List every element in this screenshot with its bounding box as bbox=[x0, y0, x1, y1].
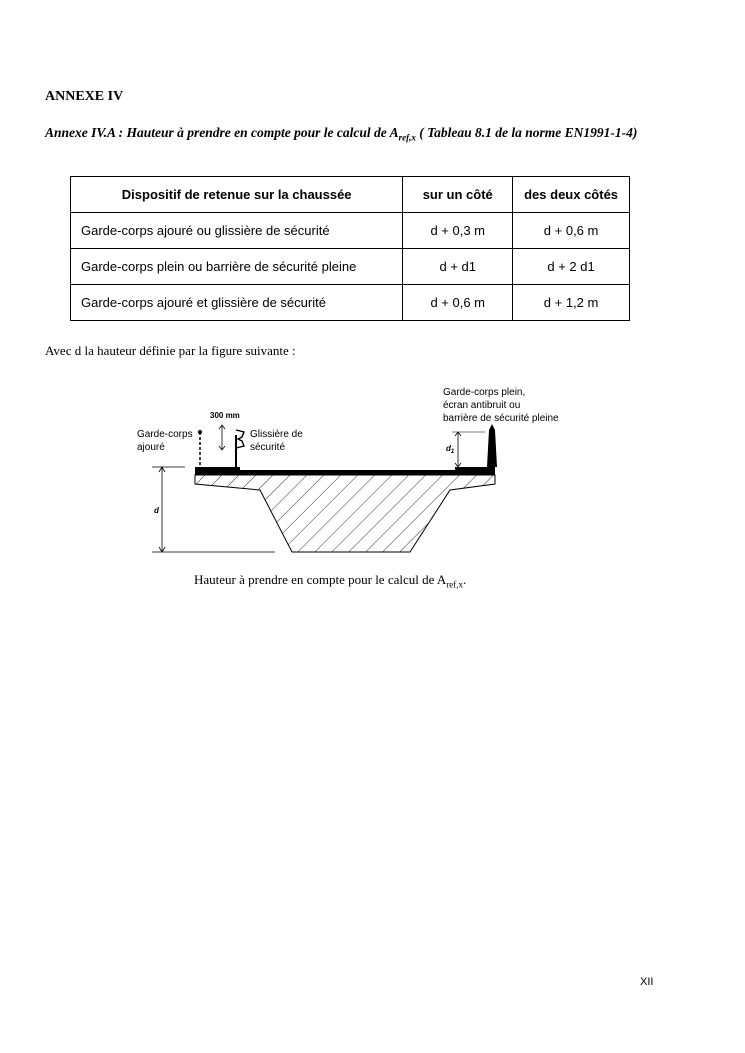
caption-sub: ref,x bbox=[446, 579, 464, 590]
label-solid-barrier-1: Garde-corps plein, bbox=[443, 387, 526, 398]
railing-top bbox=[198, 430, 202, 434]
page-number: XII bbox=[640, 976, 654, 988]
annex-subtitle-rest: ( Tableau 8.1 de la norme EN1991-1-4) bbox=[415, 125, 638, 140]
table-row bbox=[71, 249, 630, 285]
annex-subtitle-sub: ref,x bbox=[398, 132, 416, 143]
label-d1-main: d bbox=[446, 444, 451, 453]
label-300-mm: 300 mm bbox=[210, 411, 240, 420]
deck-section bbox=[195, 475, 495, 552]
label-solid-barrier-2: écran antibruit ou bbox=[443, 400, 521, 411]
label-open-railing-1: Garde-corps bbox=[137, 429, 193, 440]
label-safety-barrier-1: Glissière de bbox=[250, 429, 303, 440]
annex-title: ANNEXE IV bbox=[45, 89, 124, 104]
table-cell-device: Garde-corps plein ou barrière de sécurité pleine bbox=[71, 249, 403, 285]
table-cell-device: Garde-corps ajouré ou glissière de sécurité bbox=[71, 213, 403, 249]
label-d: d bbox=[154, 506, 159, 515]
solid-barrier bbox=[487, 424, 497, 467]
table-cell-both-sides: d + 1,2 m bbox=[513, 285, 630, 321]
table-cell-one-side: d + d1 bbox=[403, 249, 513, 285]
bridge-figure bbox=[130, 380, 590, 560]
caption-main: Hauteur à prendre en compte pour le calcul de A bbox=[194, 572, 447, 587]
table-header-one-side: sur un côté bbox=[403, 177, 513, 213]
table-header-device: Dispositif de retenue sur la chaussée bbox=[71, 177, 403, 213]
table-row bbox=[71, 285, 630, 321]
caption-end: . bbox=[463, 572, 467, 587]
norm-table bbox=[70, 176, 630, 321]
label-solid-barrier-3: barrière de sécurité pleine bbox=[443, 413, 559, 424]
table-row bbox=[71, 213, 630, 249]
label-d1 bbox=[446, 444, 455, 455]
table-cell-device: Garde-corps ajouré et glissière de sécurité bbox=[71, 285, 403, 321]
label-d1-sub: 1 bbox=[450, 449, 455, 455]
safety-barrier-rail bbox=[236, 430, 244, 448]
table-header-both-sides: des deux côtés bbox=[513, 177, 630, 213]
annex-subtitle bbox=[45, 122, 685, 149]
label-open-railing-2: ajouré bbox=[137, 442, 165, 453]
table-cell-one-side: d + 0,3 m bbox=[403, 213, 513, 249]
table-cell-both-sides: d + 2 d1 bbox=[513, 249, 630, 285]
label-safety-barrier-2: sécurité bbox=[250, 442, 286, 453]
intro-text: Avec d la hauteur définie par la figure suivante : bbox=[45, 343, 296, 358]
annex-subtitle-main: Annexe IV.A : Hauteur à prendre en compte pour le calcul de A bbox=[45, 125, 399, 140]
table-cell-one-side: d + 0,6 m bbox=[403, 285, 513, 321]
figure-caption bbox=[194, 572, 466, 590]
table-cell-both-sides: d + 0,6 m bbox=[513, 213, 630, 249]
right-curb bbox=[455, 467, 495, 473]
table-header-row bbox=[71, 177, 630, 213]
left-curb bbox=[195, 467, 240, 473]
